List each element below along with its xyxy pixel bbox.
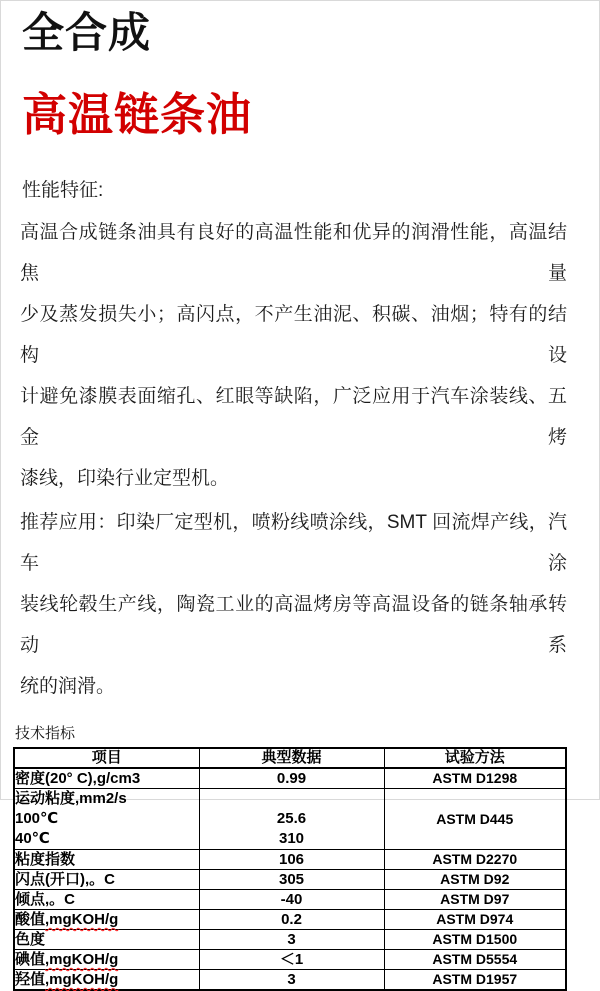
cell-item: 闪点(开口),。C [14,870,199,890]
cell-value: -40 [199,890,384,910]
paragraph-line: 统的润滑。 [20,676,116,697]
value-line: 25.6 [276,810,307,827]
spellcheck-underlined-unit: ,mgKOH/g [45,971,119,988]
cell-value: 0.99 [199,768,384,789]
table-row-acid-value [14,910,566,930]
cell-value: 305 [199,870,384,890]
paragraph-line: 漆线，印染行业定型机。 [20,468,230,489]
table-row-density [14,768,566,789]
table-row-color [14,930,566,950]
performance-section-label: 性能特征: [22,180,104,201]
paragraph-line: 装线轮毂生产线，陶瓷工业的高温烤房等高温设备的链条轴承转动系 [20,594,567,656]
cell-method: ASTM D97 [384,890,566,910]
column-header-test-method: 试验方法 [384,748,566,768]
spec-table [13,747,567,991]
cell-method: ASTM D2270 [384,850,566,870]
cell-value [199,789,384,850]
item-line: 运动粘度,mm2/s [15,790,127,807]
cell-method: ASTM D92 [384,870,566,890]
application-paragraph [20,502,567,707]
item-line: 100℃ [15,810,59,827]
table-row-iodine-value [14,950,566,970]
value-line [200,789,384,809]
paragraph-line: 少及蒸发损失小；高闪点，不产生油泥、积碳、油烟；特有的结构设 [20,304,567,366]
item-label: 酸值 [15,911,46,928]
performance-paragraph [20,212,567,499]
cell-value: 0.2 [199,910,384,930]
cell-value: 3 [199,930,384,950]
cell-value: ＜1 [199,950,384,970]
paragraph-line: 计避免漆膜表面缩孔、红眼等缺陷，广泛应用于汽车涂装线、五金烤 [20,386,567,448]
item-line: 40℃ [15,830,50,847]
paragraph-line: 推荐应用：印染厂定型机，喷粉线喷涂线，SMT 回流焊产线，汽车涂 [20,512,567,574]
table-row-flash-point [14,870,566,890]
spellcheck-underlined-unit: ,mgKOH/g [45,911,119,928]
table-row-kinematic-viscosity [14,789,566,850]
cell-item: 粘度指数 [14,850,199,870]
paragraph-line: 高温合成链条油具有良好的高温性能和优异的润滑性能，高温结焦量 [20,222,567,284]
column-header-item: 项目 [14,748,199,768]
spellcheck-underlined-unit: ,mgKOH/g [45,951,119,968]
cell-item [14,910,199,930]
spec-table-caption: 技术指标 [15,725,76,742]
column-header-typical-data: 典型数据 [199,748,384,768]
table-row-viscosity-index [14,850,566,870]
cell-item [14,789,199,850]
cell-item: 倾点,。C [14,890,199,910]
cell-item: 密度(20° C),g/cm3 [14,768,199,789]
page-title: 全合成 [22,9,152,56]
cell-method: ASTM D1957 [384,970,566,991]
cell-item [14,970,199,991]
cell-method: ASTM D1298 [384,768,566,789]
cell-value: 106 [199,850,384,870]
cell-item: 色度 [14,930,199,950]
table-row-hydroxyl-value [14,970,566,991]
value-line: 310 [278,830,305,847]
cell-value: 3 [199,970,384,991]
item-label: 碘值 [15,951,46,968]
table-row-pour-point [14,890,566,910]
cell-method: ASTM D5554 [384,950,566,970]
item-label: 羟值 [15,971,46,988]
cell-method: ASTM D445 [384,789,566,850]
table-header-row [14,748,566,768]
cell-method: ASTM D974 [384,910,566,930]
cell-method: ASTM D1500 [384,930,566,950]
cell-item [14,950,199,970]
product-name-title: 高温链条油 [22,89,253,140]
